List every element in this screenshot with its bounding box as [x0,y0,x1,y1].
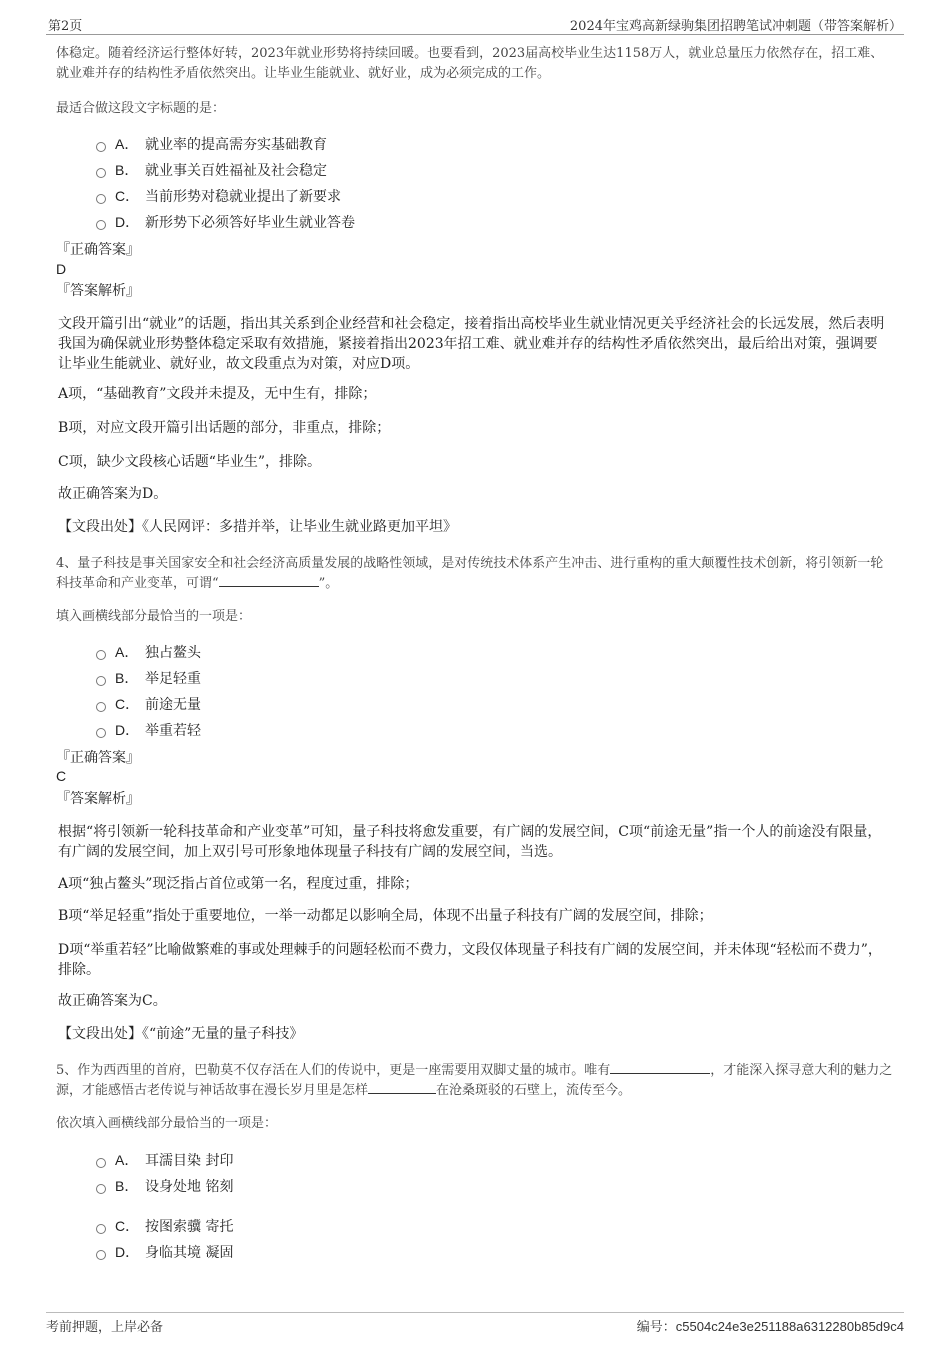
q3-analysis-label: 『答案解析』 [56,283,140,299]
q3-option-d[interactable]: D． 新形势下必须答好毕业生就业答卷 [96,212,355,232]
radio-icon[interactable] [96,194,106,204]
q5-option-d[interactable]: D． 身临其境 凝固 [96,1242,233,1262]
radio-icon[interactable] [96,1184,106,1194]
radio-icon[interactable] [96,1224,106,1234]
q5-stem: 5、作为西西里的首府，巴勒莫不仅存活在人们的传说中，更是一座需要用双脚丈量的城市。唯有 ，才能深入探寻意大利的魅力之源，才能感悟古老传说与神话故事在漫长岁月里是怎样 在沧桑斑驳的石壁上，流传至今。 [56,1063,893,1098]
radio-icon[interactable] [96,1250,106,1260]
q4-option-a[interactable]: A． 独占鳌头 [96,642,201,662]
q4-answer: C [56,768,67,784]
radio-icon[interactable] [96,220,106,230]
radio-icon[interactable] [96,702,106,712]
q4-option-b[interactable]: B． 举足轻重 [96,668,201,688]
q3-answer: D [56,261,67,277]
radio-icon[interactable] [96,676,106,686]
q4-analysis-d: D项“举重若轻”比喻做繁难的事或处理棘手的问题轻松而不费力，文段仅体现量子科技有广阔的发展空间，并未体现“轻松而不费力”，排除。 [58,942,882,978]
q3-answer-label: 『正确答案』 [56,242,140,258]
q5-option-a[interactable]: A． 耳濡目染 封印 [96,1150,233,1170]
q4-stem: 4、量子科技是事关国家安全和社会经济高质量发展的战略性领域，是对传统技术体系产生冲击、进行重构的重大颠覆性技术创新，将引领新一轮科技革命和产业变革，可谓“ ”。 [56,556,884,591]
radio-icon[interactable] [96,142,106,152]
q3-option-b[interactable]: B． 就业事关百姓福祉及社会稳定 [96,160,327,180]
q4-answer-label: 『正确答案』 [56,750,140,766]
q3-analysis-b: B项，对应文段开篇引出话题的部分，非重点，排除； [58,420,391,436]
q4-analysis-a: A项“独占鳌头”现泛指占首位或第一名，程度过重，排除； [58,876,419,892]
document-title: 2024年宝鸡高新绿驹集团招聘笔试冲刺题（带答案解析） [569,19,902,34]
q5-option-b[interactable]: B． 设身处地 铭刻 [96,1176,233,1196]
q3-source: 【文段出处】《人民网评：多措并举，让毕业生就业路更加平坦》 [58,519,457,535]
page-number: 第2页 [48,19,83,34]
footer-slogan: 考前押题，上岸必备 [46,1320,164,1335]
q4-conclusion: 故正确答案为C。 [58,993,167,1009]
q3-prompt: 最适合做这段文字标题的是： [56,101,226,116]
q5-prompt: 依次填入画横线部分最恰当的一项是： [56,1116,278,1131]
document-code: 编号：c5504c24e3e251188a6312280b85d9c4 [636,1319,904,1335]
q5-blank-1 [610,1061,710,1074]
q5-option-c[interactable]: C． 按图索骥 寄托 [96,1216,233,1236]
q4-prompt: 填入画横线部分最恰当的一项是： [56,609,252,624]
q3-option-c[interactable]: C． 当前形势对稳就业提出了新要求 [96,186,341,206]
q4-analysis-b: B项“举足轻重”指处于重要地位，一举一动都足以影响全局，体现不出量子科技有广阔的发展空间，排除； [58,908,713,924]
q3-conclusion: 故正确答案为D。 [58,486,168,502]
q3-passage-tail: 体稳定。随着经济运行整体好转，2023年就业形势将持续回暖。也要看到，2023届高校毕业生达1158万人，就业总量压力依然存在，招工难、就业难并存的结构性矛盾依然突出。让毕业生能就业、就好业，成为必须完成的工作。 [56,46,884,81]
q5-blank-2 [368,1081,436,1094]
q3-option-a[interactable]: A． 就业率的提高需夯实基础教育 [96,134,327,154]
radio-icon[interactable] [96,168,106,178]
q4-blank [219,574,319,587]
q4-option-c[interactable]: C． 前途无量 [96,694,201,714]
radio-icon[interactable] [96,650,106,660]
q4-source: 【文段出处】《“前途”无量的量子科技》 [58,1026,304,1042]
q3-analysis-c: C项，缺少文段核心话题“毕业生”，排除。 [58,454,322,470]
q4-analysis-main: 根据“将引领新一轮科技革命和产业变革”可知，量子科技将愈发重要，有广阔的发展空间，C项“前途无量”指一个人的前途没有限量，有广阔的发展空间，加上双引号可形象地体现量子科技有广阔的发展空间，当选。 [58,824,882,860]
q3-analysis-a: A项，“基础教育”文段并未提及，无中生有，排除； [58,386,377,402]
q4-option-d[interactable]: D． 举重若轻 [96,720,201,740]
page-footer [46,1312,904,1337]
q4-analysis-label: 『答案解析』 [56,791,140,807]
q3-analysis-main: 文段开篇引出“就业”的话题，指出其关系到企业经营和社会稳定，接着指出高校毕业生就业情况更关乎经济社会的长远发展，然后表明我国为确保就业形势整体稳定采取有效措施，紧接着指出2023年招工难、就业难并存的结构性矛盾依然突出，最后给出对策，强调要让毕业生能就业、就好业，故文段重点为对策，对应D项。 [58,316,885,372]
page-header [46,12,904,35]
radio-icon[interactable] [96,1158,106,1168]
radio-icon[interactable] [96,728,106,738]
